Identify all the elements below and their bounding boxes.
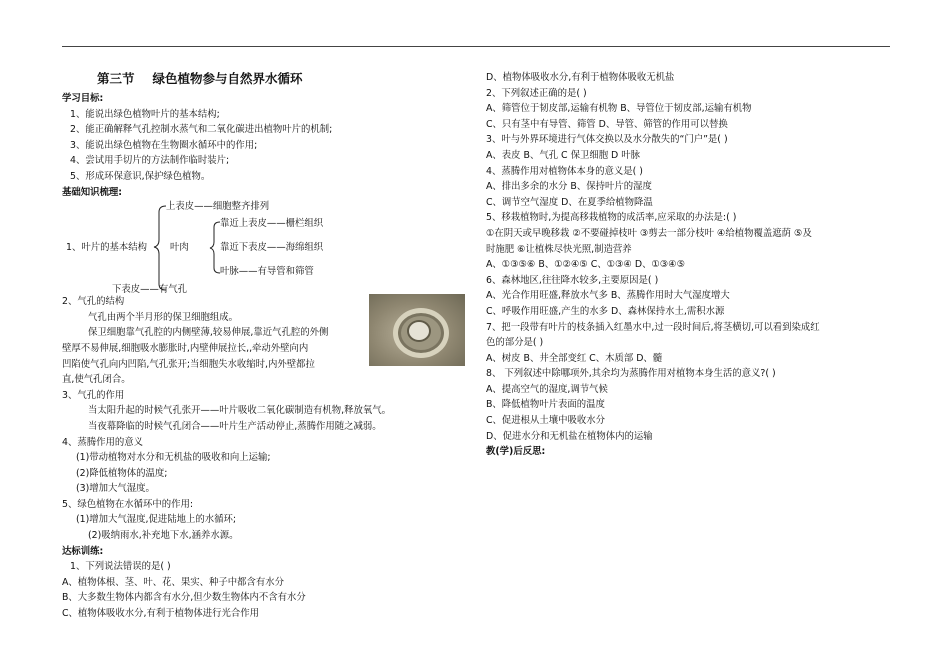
- goal-item: 2、能正确解释气孔控制水蒸气和二氧化碳进出植物叶片的机制;: [70, 124, 333, 136]
- question-line: A、提高空气的湿度,调节气候: [486, 383, 608, 395]
- transpiration-heading: 4、蒸腾作用的意义: [62, 436, 143, 448]
- goal-item: 1、能说出绿色植物叶片的基本结构;: [70, 108, 220, 120]
- tree-upper-epidermis: 上表皮——细胞整齐排列: [166, 201, 270, 213]
- question-line: 时施肥 ⑥让植株尽快光照,制造营养: [486, 243, 632, 255]
- question-line: C、只有茎中有导管、筛管 D、导管、筛管的作用可以替换: [486, 118, 728, 130]
- stomata-text: 保卫细胞靠气孔腔的内侧壁薄,较易伸展,靠近气孔腔的外侧: [88, 327, 329, 339]
- stomata-text: 壁厚不易伸展,细胞吸水膨胀时,内壁伸展拉长,,牵动外壁向内: [62, 342, 309, 354]
- question-line: C、呼吸作用旺盛,产生的水多 D、森林保持水土,需积水源: [486, 305, 725, 317]
- question-line: 4、蒸腾作用对植物体本身的意义是( ): [486, 165, 643, 177]
- question-line: ①在阴天或早晚移栽 ②不要碰掉枝叶 ③剪去一部分枝叶 ④给植物覆盖遮荫 ⑤及: [486, 227, 812, 239]
- section-name: 绿色植物参与自然界水循环: [152, 71, 303, 86]
- basics-heading: 基础知识梳理:: [62, 186, 122, 198]
- transpiration-item: (2)降低植物体的温度;: [76, 467, 168, 479]
- question-line: A、树皮 B、井全部变红 C、木质部 D、髓: [486, 352, 663, 364]
- goal-item: 3、能说出绿色植物在生物圈水循环中的作用;: [70, 139, 258, 151]
- stomata-text: 气孔由两个半月形的保卫细胞组成。: [88, 311, 239, 323]
- question-line: 8、 下列叙述中除哪项外,其余均为蒸腾作用对植物本身生活的意义?( ): [486, 368, 776, 380]
- goal-item: 5、形成环保意识,保护绿色植物。: [70, 170, 211, 182]
- question-line: 5、移栽植物时,为提高移栽植物的成活率,应采取的办法是:( ): [486, 212, 737, 224]
- function-heading: 3、气孔的作用: [62, 389, 125, 401]
- left-column: [62, 70, 467, 622]
- question-line: B、降低植物叶片表面的温度: [486, 399, 605, 411]
- right-column: [486, 70, 890, 460]
- question-1-option: C、植物体吸收水分,有利于植物体进行光合作用: [62, 608, 260, 620]
- tree-mesophyll: 叶肉: [170, 242, 189, 254]
- tree-root: 1、叶片的基本结构: [66, 242, 147, 254]
- question-line: A、光合作用旺盛,释放水气多 B、蒸腾作用时大气湿度增大: [486, 290, 730, 302]
- goal-item: 4、尝试用手切片的方法制作临时装片;: [70, 155, 230, 167]
- question-line: A、排出多余的水分 B、保持叶片的湿度: [486, 181, 652, 193]
- water-cycle-heading: 5、绿色植物在水循环中的作用:: [62, 498, 193, 510]
- question-1: 1、下列说法错误的是( ): [70, 561, 171, 573]
- question-line: 6、森林地区,往往降水较多,主要原因是( ): [486, 274, 659, 286]
- transpiration-item: (1)带动植物对水分和无机盐的吸收和向上运输;: [76, 452, 271, 464]
- question-line: 色的部分是( ): [486, 337, 544, 349]
- question-line: 2、下列叙述正确的是( ): [486, 87, 587, 99]
- question-line: A、表皮 B、气孔 C 保卫细胞 D 叶脉: [486, 149, 641, 161]
- function-text: 当太阳升起的时候气孔张开——叶片吸收二氧化碳制造有机物,释放氧气。: [88, 405, 391, 417]
- question-line: D、促进水分和无机盐在植物体内的运输: [486, 430, 653, 442]
- section-number: 第三节: [97, 71, 135, 86]
- question-line: 3、叶与外界环境进行气体交换以及水分散失的“门户”是( ): [486, 134, 728, 146]
- question-line: C、促进根从土壤中吸收水分: [486, 415, 606, 427]
- question-line: A、①③⑤⑥ B、①②④⑤ C、①③④ D、①③④⑤: [486, 259, 686, 271]
- stomata-text: 凹陷使气孔向内凹陷,气孔张开;当细胞失水收缩时,内外壁都拉: [62, 358, 315, 370]
- tree-lower-epidermis: 下表皮——有气孔: [112, 284, 188, 296]
- leaf-structure-tree: [62, 200, 467, 294]
- reflection-heading: 教(学)后反思:: [486, 446, 546, 458]
- stomata-micrograph: [369, 294, 465, 366]
- question-1-option: B、大多数生物体内都含有水分,但少数生物体内不含有水分: [62, 592, 306, 604]
- tree-mesophyll-item: 靠近上表皮——栅栏组织: [220, 218, 324, 230]
- question-line: A、筛管位于韧皮部,运输有机物 B、导管位于韧皮部,运输有机物: [486, 103, 752, 115]
- stomata-heading: 2、气孔的结构: [62, 296, 125, 308]
- question-1-option: A、植物体根、茎、叶、花、果实、种子中都含有水分: [62, 576, 285, 588]
- water-cycle-item: (1)增加大气湿度,促进陆地上的水循环;: [76, 514, 237, 526]
- lesson-title: [62, 70, 467, 88]
- practice-heading: 达标训练:: [62, 545, 104, 557]
- function-text: 当夜幕降临的时候气孔闭合——叶片生产活动停止,蒸腾作用随之减弱。: [88, 420, 382, 432]
- question-line: D、植物体吸收水分,有利于植物体吸收无机盐: [486, 72, 675, 83]
- goals-heading: 学习目标:: [62, 93, 104, 104]
- water-cycle-item: (2)吸纳雨水,补充地下水,涵养水源。: [88, 530, 239, 542]
- tree-mesophyll-item: 靠近下表皮——海绵组织: [220, 242, 324, 254]
- stomata-section: [62, 294, 467, 388]
- question-line: 7、把一段带有叶片的枝条插入红墨水中,过一段时间后,将茎横切,可以看到染成红: [486, 321, 820, 333]
- header-rule: [62, 46, 890, 47]
- question-line: C、调节空气湿度 D、在夏季给植物降温: [486, 196, 653, 208]
- stomata-text: 直,使气孔闭合。: [62, 374, 131, 386]
- transpiration-item: (3)增加大气湿度。: [76, 483, 155, 495]
- tree-mesophyll-item: 叶脉——有导管和筛管: [220, 266, 314, 278]
